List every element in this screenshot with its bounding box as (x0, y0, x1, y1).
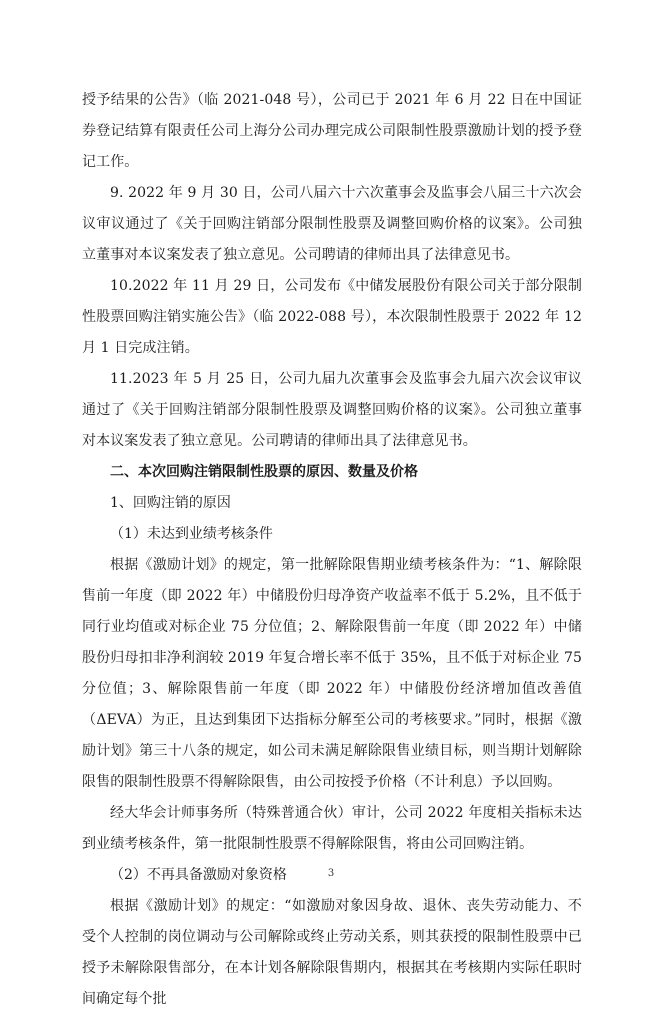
subheading-reason: 1、回购注销的原因 (110, 495, 231, 511)
subheading-performance: （1）未达到业绩考核条件 (110, 526, 273, 542)
page-number: 3 (327, 868, 335, 879)
paragraph-item-10: 10.2022 年 11 月 29 日，公司发布《中储发展股份有限公司关于部分限制性股票回购注销实施公告》（临 2022-088 号），本次限制性股票于 2022 年 12 月 1 日完成注销。 (82, 278, 582, 356)
paragraph-item-9: 9. 2022 年 9 月 30 日，公司八届六十六次董事会及监事会八届三十六次会议审议通过了《关于回购注销部分限制性股票及调整回购价格的议案》。公司独立董事对本议案发表了独立意见。公司聘请的律师出具了法律意见书。 (82, 185, 582, 263)
paragraph-performance-conditions: 根据《激励计划》的规定，第一批解除限售期业绩考核条件为：“1、解除限售前一年度（即 2022 年）中储股份归母净资产收益率不低于 5.2%，且不低于同行业均值或对标企业 75 分位值；2、解除限售前一年度（即 2022 年）中储股份归母扣非净利润较 2019 年复合增长率不低于 35%，且不低于对标企业 75 分位值；3、解除限售前一年度（即 2022 年）中储股份经济增加值改善值（ΔEVA）为正，且达到集团下达指标分解至公司的考核要求。”同时，根据《激励计划》第三十八条的规定，如公司未满足解除限售业绩目标，则当期计划解除限售的限制性股票不得解除限售，由公司按授予价格（不计利息）予以回购。 (82, 557, 582, 790)
paragraph-item-11: 11.2023 年 5 月 25 日，公司九届九次董事会及监事会九届六次会议审议通过了《关于回购注销部分限制性股票及调整回购价格的议案》。公司独立董事对本议案发表了独立意见。公司聘请的律师出具了法律意见书。 (82, 371, 582, 449)
paragraph-grant-result: 授予结果的公告》（临 2021-048 号），公司已于 2021 年 6 月 22 日在中国证券登记结算有限责任公司上海分公司办理完成公司限制性股票激励计划的授予登记工作。 (82, 92, 582, 170)
paragraph-eligibility-rules: 根据《激励计划》的规定：“如激励对象因身故、退休、丧失劳动能力、不受个人控制的岗位调动与公司解除或终止劳动关系，则其获授的限制性股票中已授予未解除限售部分，在本计划各解除限售期内，根据其在考核期内实际任职时间确定每个批 (82, 898, 582, 1007)
subheading-eligibility: （2）不再具备激励对象资格 (110, 867, 287, 883)
section-heading-2: 二、本次回购注销限制性股票的原因、数量及价格 (110, 464, 418, 480)
paragraph-audit-result: 经大华会计师事务所（特殊普通合伙）审计，公司 2022 年度相关指标未达到业绩考核条件，第一批限制性股票不得解除限售，将由公司回购注销。 (82, 805, 582, 852)
